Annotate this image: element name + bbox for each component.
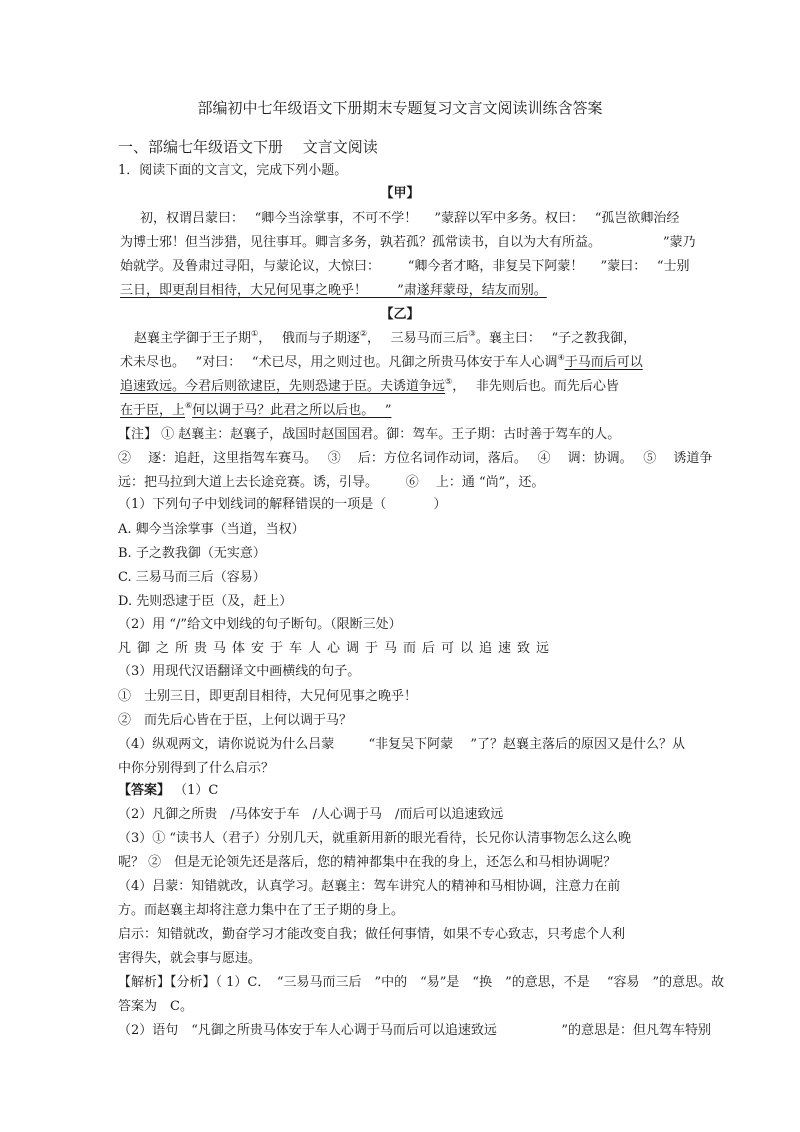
- passage-text-underlined: 于马而后可以: [564, 355, 643, 370]
- question-1-stem: （1）下列句子中划线词的解释错误的一项是（ ）: [118, 497, 447, 512]
- answer-label: 【答案】: [118, 783, 171, 798]
- passage-text: 赵襄主学御于王子期: [134, 331, 252, 346]
- question-2-stem: （2）用 “/”给文中划线的句子断句。（限断三处）: [118, 617, 402, 632]
- passage-text-underlined: 何以调于马？此君之所以后也。 ”: [192, 403, 392, 418]
- passage-jia-line: 初，权谓吕蒙曰： “卿今当涂掌事，不可不学！ ”蒙辞以军中多务。权曰： “孤岂欲卿治经: [140, 211, 680, 226]
- question-2-sentence: 凡御之所贵马体安于车人心调于马而后可以追速致远: [118, 641, 556, 656]
- answer-inspiration: 启示：知错就改，勤奋学习才能改变自我；做任何事情，如果不专心致志，只考虑个人利: [118, 927, 626, 942]
- answer-1: （1）C: [174, 783, 219, 798]
- passage-yi-line: [134, 330, 636, 347]
- analysis-line: （2）语句 “凡御之所贵马体安于车人心调于马而后可以追速致远 ”的意思是：但凡驾车特别: [118, 1023, 711, 1038]
- footnote-marker: ④: [557, 353, 565, 362]
- notes-line: ② 逐：追赶，这里指驾车赛马。 ③ 后：方位名词作动词，落后。 ④ 调：协调。 ⑤ 诱道争: [118, 451, 713, 466]
- answer-4: 方。而赵襄主却将注意力集中在了王子期的身上。: [118, 903, 405, 918]
- passage-text: 术未尽也。 ”对曰： “术已尽，用之则过也。凡御之所贵马体安于车人心调: [120, 355, 558, 370]
- question-3-stem: （3）用现代汉语翻译文中画横线的句子。: [118, 664, 361, 679]
- footnote-marker: ⑤: [445, 377, 453, 386]
- passage-text: ， 三易马而三后: [367, 331, 469, 346]
- question-1-option: C. 三易马而三后（容易）: [118, 570, 266, 585]
- section-heading: 一、部编七年级语文下册 文言文阅读: [118, 138, 378, 156]
- question-1-option: D. 先则恐逮于臣（及，赶上）: [118, 594, 293, 609]
- passage-jia-label: 【甲】: [380, 186, 420, 201]
- footnote-marker: ③: [468, 329, 476, 338]
- passage-yi-line: [120, 354, 643, 371]
- passage-text: 。襄主曰： “子之教我御，: [475, 331, 637, 346]
- question-4-stem: 中你分别得到了什么启示？: [118, 761, 275, 776]
- question-3-item: ① 士别三日，即更刮目相待，大兄何见事之晚乎！: [118, 689, 418, 704]
- answer-inspiration: 害得失，就会事与愿违。: [118, 951, 262, 966]
- question-intro: 1．阅读下面的文言文，完成下列小题。: [118, 163, 348, 178]
- footnote-marker: ⑥: [185, 401, 193, 410]
- passage-yi-line: [120, 378, 619, 395]
- passage-text: ， 非先则后也。而先后心皆: [452, 379, 619, 394]
- passage-text-underlined: 追速致远。今君后则欲逮臣，先则恐逮于臣。夫诱道争远: [120, 379, 446, 394]
- analysis-line: 【解析】【分析】（ 1）C． “三易马而三后 ”中的 “易”是 “换 ”的意思，不是 “容易 ”的意思。故: [118, 975, 725, 990]
- passage-text: ， 俄而与子期逐: [258, 331, 360, 346]
- passage-yi-label: 【乙】: [380, 307, 420, 322]
- passage-jia-line: 始就学。及鲁肃过寻阳，与蒙论议，大惊曰： “卿今者才略，非复吴下阿蒙！ ”蒙曰： “士别: [120, 259, 690, 274]
- question-3-item: ② 而先后心皆在于臣，上何以调于马？: [118, 713, 353, 728]
- notes-line: 远：把马拉到大道上去长途竞赛。诱，引导。 ⑥ 上：通 “尚”，还。: [118, 475, 545, 490]
- answer-2: （2）凡御之所贵 /马体安于车 /人心调于马 /而后可以追速致远: [118, 807, 504, 822]
- notes-line: 【注】 ① 赵襄主：赵襄子，战国时赵国国君。御：驾车。王子期：古时善于驾车的人。: [118, 427, 621, 442]
- answer-row: [118, 782, 218, 799]
- question-1-option: A. 卿今当涂掌事（当道，当权）: [118, 522, 305, 537]
- answer-3: （3）① “读书人（君子）分别几天，就重新用新的眼光看待，长兄你认清事物怎么这么晚: [118, 831, 632, 846]
- question-4-stem: （4）纵观两文，请你说说为什么吕蒙 “非复吴下阿蒙 ”了？赵襄主落后的原因又是什么？从: [118, 737, 685, 752]
- footnote-marker: ①: [251, 329, 259, 338]
- footnote-marker: ②: [359, 329, 367, 338]
- question-1-option: B. 子之教我御（无实意）: [118, 546, 266, 561]
- answer-3: 呢？ ② 但是无论领先还是落后，您的精神都集中在我的身上，还怎么和马相协调呢？: [118, 855, 617, 870]
- passage-jia-line-underlined: 三日，即更刮目相待，大兄何见事之晚乎！ ”肃遂拜蒙母，结友而别。: [120, 283, 547, 298]
- passage-jia-line: 为博士邪！但当涉猎，见往事耳。卿言多务，孰若孤？孤常读书，自以为大有所益。 ”蒙乃: [120, 235, 696, 250]
- answer-4: （4）吕蒙：知错就改，认真学习。赵襄主：驾车讲究人的精神和马相协调，注意力在前: [118, 879, 621, 894]
- passage-yi-line: [120, 402, 391, 419]
- analysis-line: 答案为 C。: [118, 999, 193, 1014]
- passage-text-underlined: 在于臣，上: [120, 403, 186, 418]
- document-title: 部编初中七年级语文下册期末专题复习文言文阅读训练含答案: [197, 99, 603, 117]
